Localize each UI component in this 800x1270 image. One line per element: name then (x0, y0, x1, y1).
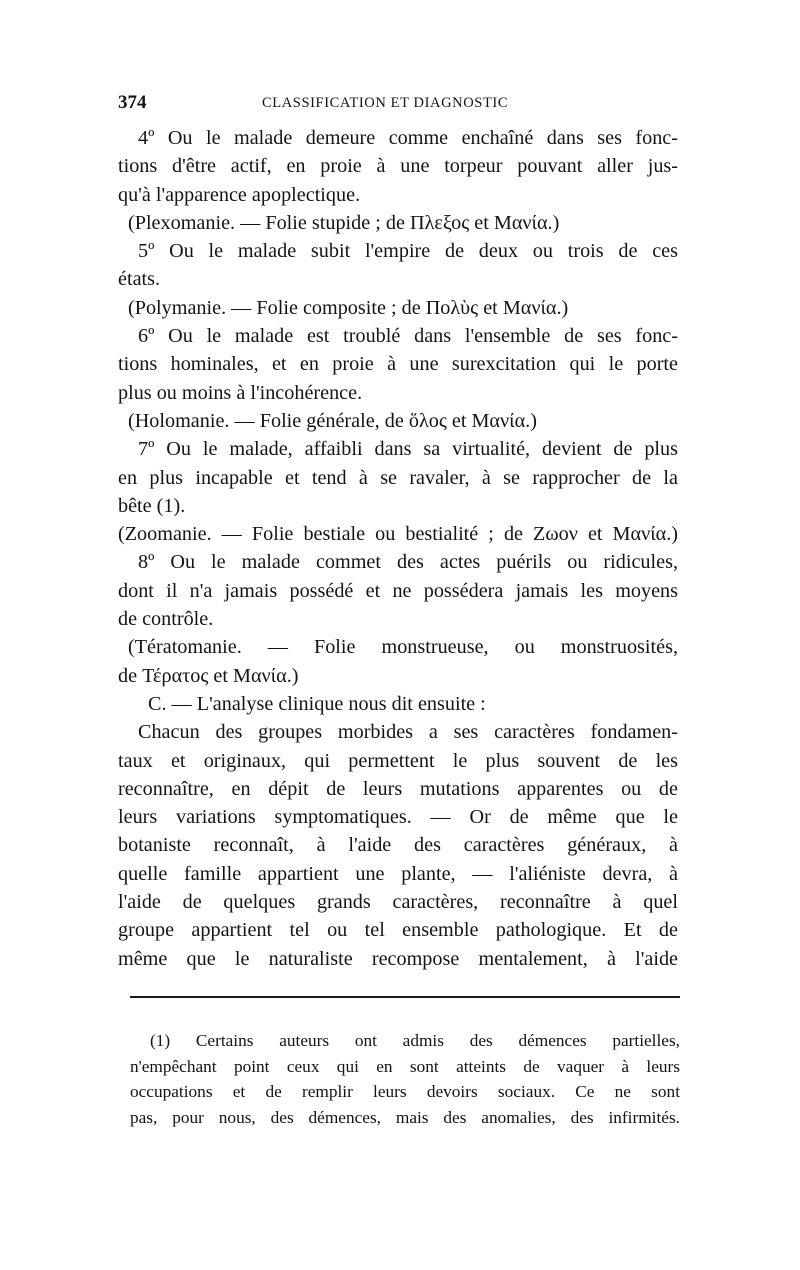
text-line: (Zoomanie. — Folie bestiale ou bestialité ; de Ζωον et Μανία.) (118, 523, 678, 546)
text-line: même que le naturaliste recompose mentalement, à l'aide (118, 947, 678, 970)
text-line: taux et originaux, qui permettent le plus souvent de les (118, 749, 678, 772)
body-text (118, 124, 678, 973)
footnote-divider (130, 996, 680, 998)
page-header (118, 92, 678, 114)
footnote-line: n'empêchant point ceux qui en sont atteints de vaquer à leurs (130, 1056, 680, 1076)
text-line: (Plexomanie. — Folie stupide ; de Πλεξος et Μανία.) (128, 211, 560, 234)
footnote-line: occupations et de remplir leurs devoirs sociaux. Ce ne sont (130, 1082, 680, 1101)
text-line: états. (118, 268, 161, 291)
text-line: dont il n'a jamais possédé et ne possédera jamais les moyens (118, 579, 678, 602)
footnote-line: pas, pour nous, des démences, mais des anomalies, des infirmités. (130, 1107, 680, 1127)
text-line: tions d'être actif, en proie à une torpeur pouvant aller jus- (118, 155, 678, 178)
text-line: 8º Ou le malade commet des actes puérils ou ridicules, (138, 551, 678, 574)
text-line: Chacun des groupes morbides a ses caractères fondamen- (138, 721, 678, 744)
text-line: de contrôle. (118, 608, 214, 631)
text-line: botaniste reconnaît, à l'aide des caractères généraux, à (118, 834, 678, 857)
text-line: C. — L'analyse clinique nous dit ensuite : (148, 692, 486, 715)
text-line: 4º Ou le malade demeure comme enchaîné dans ses fonc- (138, 127, 678, 149)
page-number: 374 (118, 92, 147, 113)
text-line: (Holomanie. — Folie générale, de ὅλος et Μανία.) (128, 409, 537, 432)
text-line: 7º Ou le malade, affaibli dans sa virtualité, devient de plus (138, 438, 678, 461)
footnotes (130, 1028, 680, 1130)
text-line: groupe appartient tel ou tel ensemble pathologique. Et de (118, 919, 678, 942)
text-line: tions hominales, et en proie à une surexcitation qui le porte (118, 353, 678, 376)
text-line: (Tératomanie. — Folie monstrueuse, ou monstruosités, (128, 636, 678, 659)
text-line: leurs variations symptomatiques. — Or de même que le (118, 806, 678, 829)
text-line: l'aide de quelques grands caractères, reconnaître à quel (118, 891, 678, 914)
text-line: 5º Ou le malade subit l'empire de deux ou trois de ces (138, 240, 678, 263)
text-line: en plus incapable et tend à se ravaler, à se rapprocher de la (118, 466, 678, 489)
footnote-line: (1) Certains auteurs ont admis des démences partielles, (150, 1031, 680, 1050)
text-line: qu'à l'apparence apoplectique. (118, 183, 361, 206)
text-line: plus ou moins à l'incohérence. (118, 381, 363, 404)
running-head: CLASSIFICATION ET DIAGNOSTIC (262, 95, 509, 111)
text-line: 6º Ou le malade est troublé dans l'ensemble de ses fonc- (138, 325, 678, 348)
text-line: bête (1). (118, 494, 186, 517)
text-line: reconnaître, en dépit de leurs mutations apparentes ou de (118, 777, 678, 800)
text-line: de Τέρατος et Μανία.) (118, 664, 299, 687)
text-line: quelle famille appartient une plante, — l'aliéniste devra, à (118, 862, 678, 885)
text-line: (Polymanie. — Folie composite ; de Πολὺς et Μανία.) (128, 296, 569, 319)
